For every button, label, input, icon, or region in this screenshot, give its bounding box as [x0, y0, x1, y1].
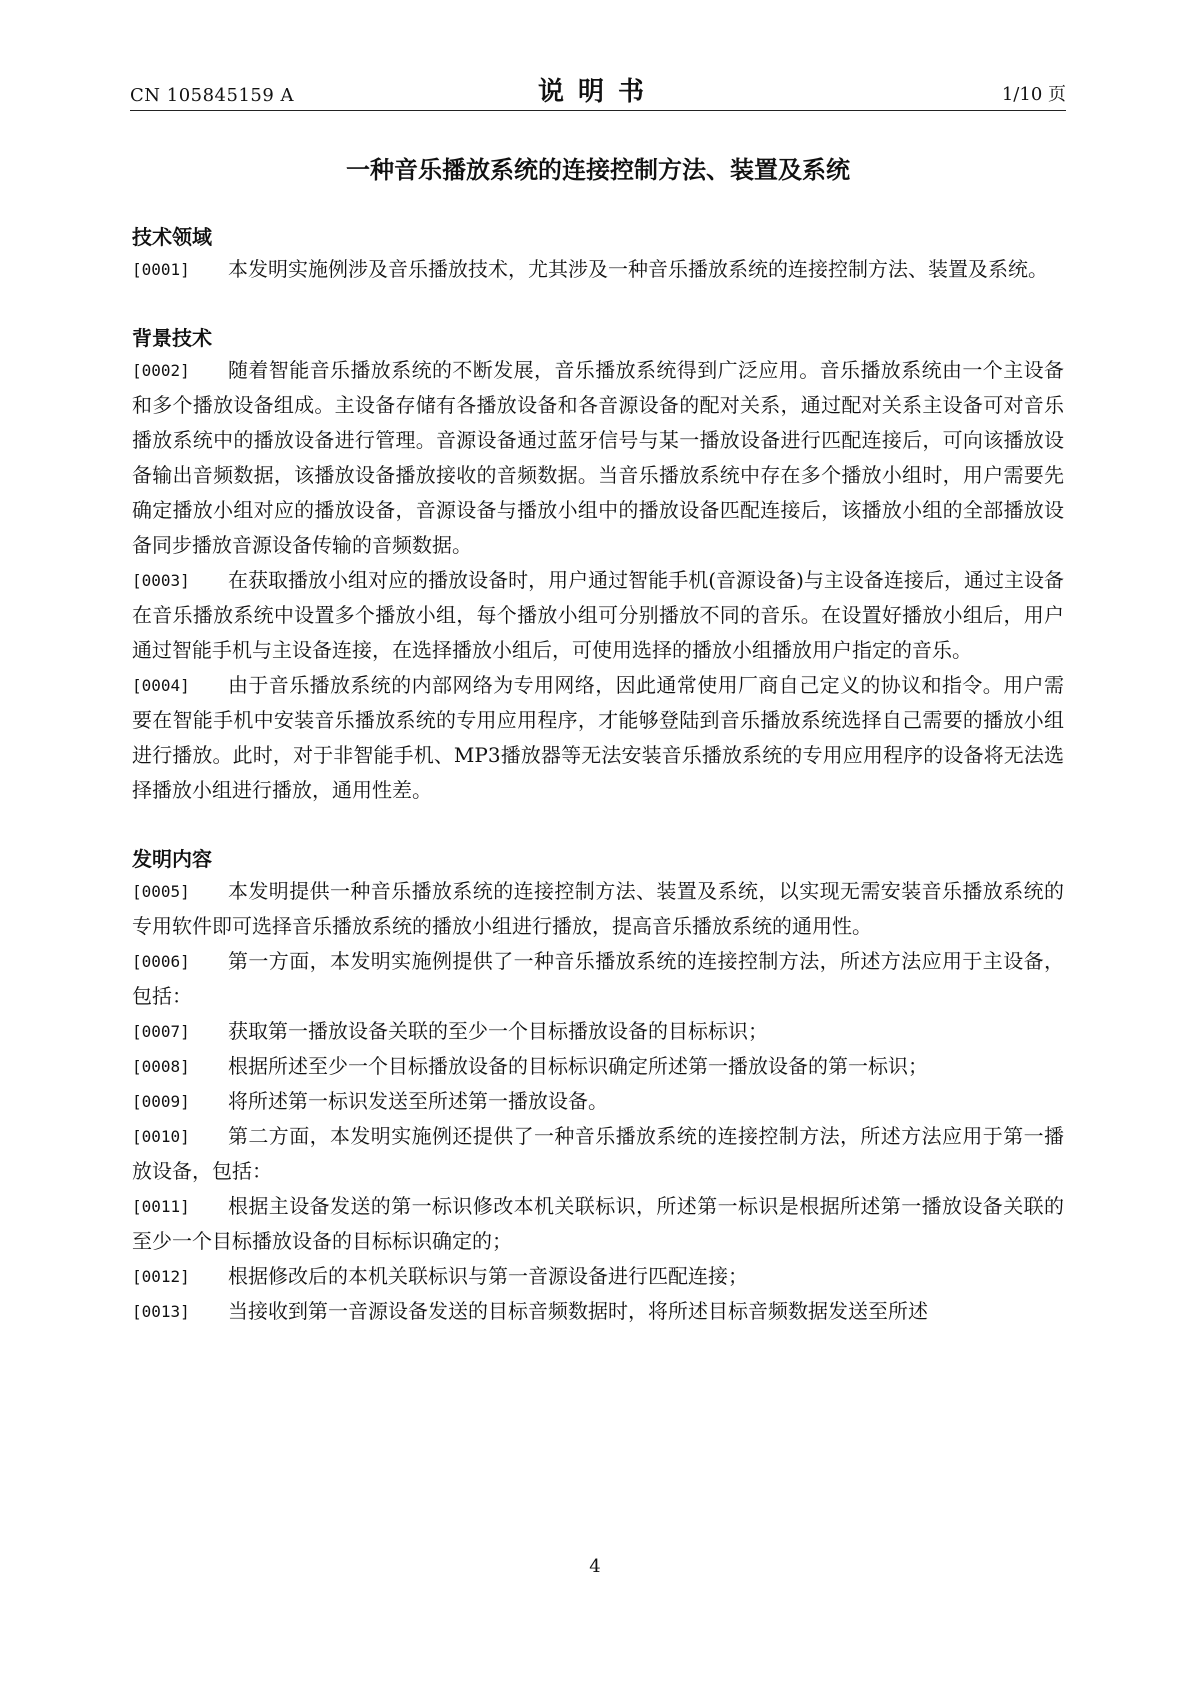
paragraph-text: 随着智能音乐播放系统的不断发展，音乐播放系统得到广泛应用。音乐播放系统由一个主设备和多个播放设备组成。主设备存储有各播放设备和各音源设备的配对关系，通过配对关系主设备可对音乐播放系统中的播放设备进行管理。音源设备通过蓝牙信号与某一播放设备进行匹配连接后，可向该播放设备输出音频数据，该播放设备播放接收的音频数据。当音乐播放系统中存在多个播放小组时，用户需要先确定播放小组对应的播放设备，音源设备与播放小组中的播放设备匹配连接后，该播放小组的全部播放设备同步播放音源设备传输的音频数据。	[132, 358, 1064, 557]
paragraph	[132, 1084, 1064, 1119]
header-rule	[130, 110, 1066, 111]
paragraph-number: [0011]	[132, 1197, 190, 1216]
paragraph-text: 第一方面，本发明实施例提供了一种音乐播放系统的连接控制方法，所述方法应用于主设备，包括：	[132, 949, 1064, 1008]
paragraph-text: 根据修改后的本机关联标识与第一音源设备进行匹配连接；	[228, 1264, 748, 1288]
paragraph-number: [0002]	[132, 361, 190, 380]
paragraph-text: 本发明实施例涉及音乐播放技术，尤其涉及一种音乐播放系统的连接控制方法、装置及系统。	[228, 257, 1048, 281]
paragraph-number: [0012]	[132, 1267, 190, 1286]
paragraph-number: [0004]	[132, 676, 190, 695]
section-heading: 发明内容	[132, 847, 212, 871]
paragraph-number: [0010]	[132, 1127, 190, 1146]
paragraph-text: 第二方面，本发明实施例还提供了一种音乐播放系统的连接控制方法，所述方法应用于第一播放设备，包括：	[132, 1124, 1064, 1183]
document-type: 说明书	[537, 77, 658, 107]
paragraph-text: 根据主设备发送的第一标识修改本机关联标识，所述第一标识是根据所述第一播放设备关联的至少一个目标播放设备的目标标识确定的；	[132, 1194, 1064, 1253]
paragraph	[132, 1014, 1064, 1049]
paragraph-text: 由于音乐播放系统的内部网络为专用网络，因此通常使用厂商自己定义的协议和指令。用户需要在智能手机中安装音乐播放系统的专用应用程序，才能够登陆到音乐播放系统选择自己需要的播放小组进行播放。此时，对于非智能手机、MP3播放器等无法安装音乐播放系统的专用应用程序的设备将无法选择播放小组进行播放，通用性差。	[132, 673, 1064, 802]
paragraph-text: 根据所述至少一个目标播放设备的目标标识确定所述第一播放设备的第一标识；	[228, 1054, 928, 1078]
paragraph	[132, 944, 1064, 1014]
document-body	[132, 222, 1064, 1329]
paragraph-number: [0005]	[132, 882, 190, 901]
paragraph	[132, 1049, 1064, 1084]
paragraph-number: [0008]	[132, 1057, 190, 1076]
paragraph-number: [0013]	[132, 1302, 190, 1321]
paragraph-text: 本发明提供一种音乐播放系统的连接控制方法、装置及系统，以实现无需安装音乐播放系统的专用软件即可选择音乐播放系统的播放小组进行播放，提高音乐播放系统的通用性。	[132, 879, 1064, 938]
paragraph	[132, 1119, 1064, 1189]
paragraph-text: 获取第一播放设备关联的至少一个目标播放设备的目标标识；	[228, 1019, 768, 1043]
paragraph	[132, 1259, 1064, 1294]
paragraph	[132, 563, 1064, 668]
patent-number: CN 105845159 A	[130, 85, 295, 106]
section-heading: 背景技术	[132, 326, 212, 350]
paragraph-number: [0009]	[132, 1092, 190, 1111]
page-count: 1/10 页	[1001, 84, 1066, 105]
paragraph-text: 将所述第一标识发送至所述第一播放设备。	[228, 1089, 608, 1113]
paragraph-number: [0006]	[132, 952, 190, 971]
paragraph-number: [0007]	[132, 1022, 190, 1041]
paragraph-text: 在获取播放小组对应的播放设备时，用户通过智能手机(音源设备)与主设备连接后，通过主设备在音乐播放系统中设置多个播放小组，每个播放小组可分别播放不同的音乐。在设置好播放小组后，用户通过智能手机与主设备连接，在选择播放小组后，可使用选择的播放小组播放用户指定的音乐。	[132, 568, 1064, 662]
paragraph-number: [0001]	[132, 260, 190, 279]
paragraph	[132, 668, 1064, 808]
section-heading: 技术领域	[132, 225, 212, 249]
paragraph	[132, 874, 1064, 944]
paragraph	[132, 252, 1064, 287]
page-header	[130, 68, 1066, 112]
paragraph-number: [0003]	[132, 571, 190, 590]
page-number: 4	[589, 1556, 601, 1577]
paragraph-text: 当接收到第一音源设备发送的目标音频数据时，将所述目标音频数据发送至所述	[228, 1299, 928, 1323]
document-title: 一种音乐播放系统的连接控制方法、装置及系统	[346, 156, 850, 184]
paragraph	[132, 1294, 1064, 1329]
paragraph	[132, 353, 1064, 563]
paragraph	[132, 1189, 1064, 1259]
